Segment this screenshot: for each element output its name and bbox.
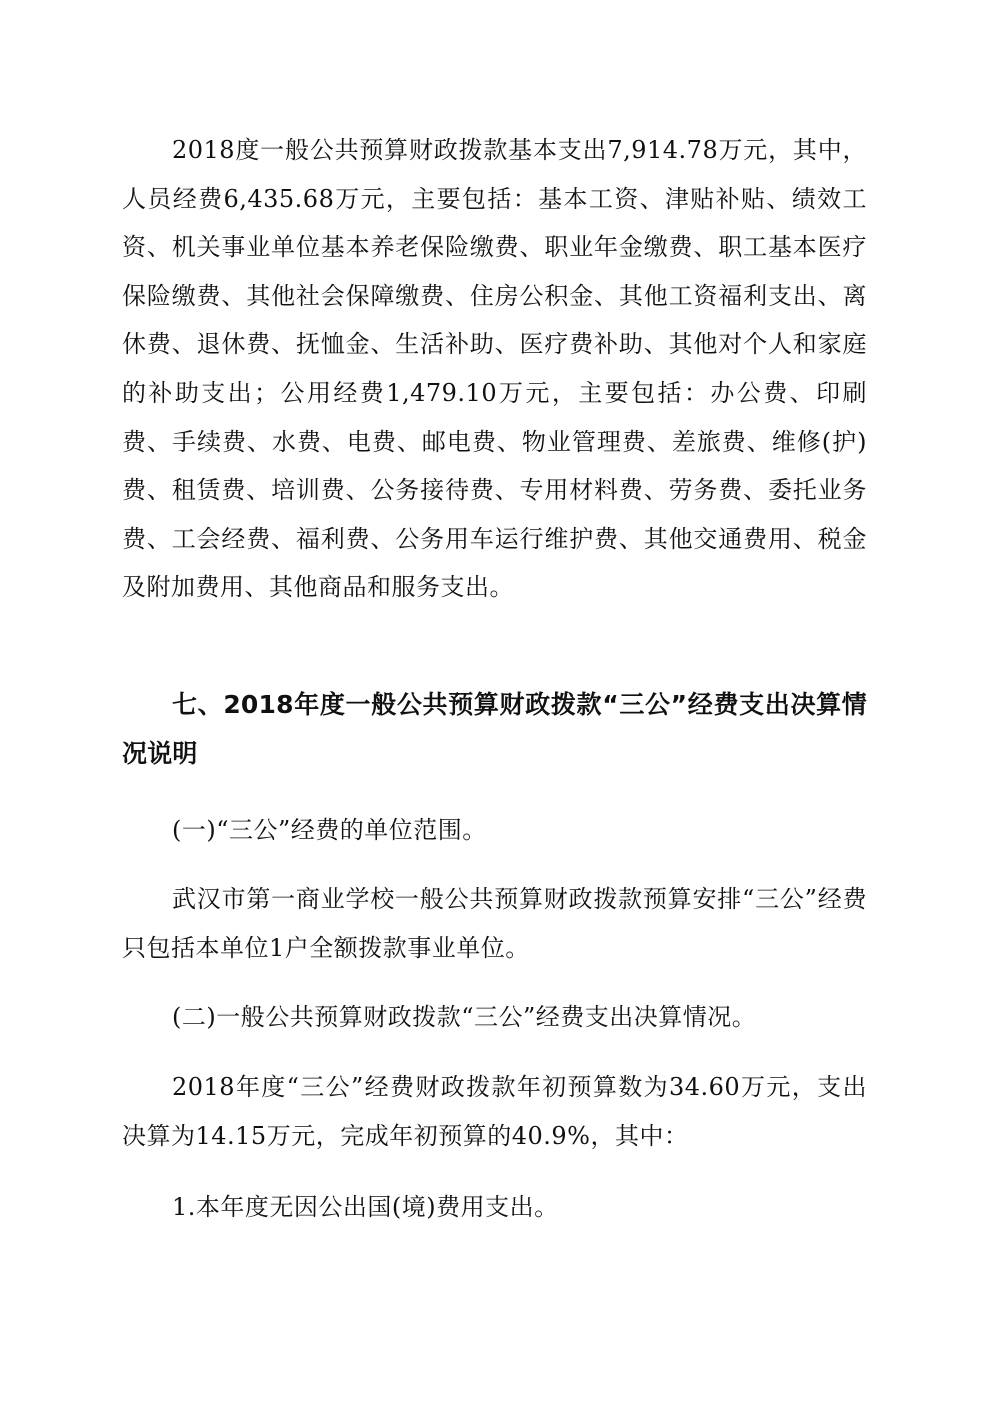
subsection-one-heading: (一)“三公”经费的单位范围。	[172, 816, 487, 844]
subsection-two-heading: (二)一般公共预算财政拨款“三公”经费支出决算情况。	[172, 1003, 757, 1031]
section-seven-heading: 七、2018年度一般公共预算财政拨款“三公”经费支出决算情况说明	[122, 690, 867, 768]
budget-summary-paragraph: 2018年度“三公”经费财政拨款年初预算数为34.60万元，支出决算为14.15万元，完成年初预算的40.9%，其中：	[122, 1073, 867, 1150]
basic-expenditure-paragraph: 2018度一般公共预算财政拨款基本支出7,914.78万元，其中，人员经费6,435.68万元，主要包括：基本工资、津贴补贴、绩效工资、机关事业单位基本养老保险缴费、职业年金缴费、职工基本医疗保险缴费、其他社会保障缴费、住房公积金、其他工资福利支出、离休费、退休费、抚恤金、生活补助、医疗费补助、其他对个人和家庭的补助支出；公用经费1,479.10万元，主要包括：办公费、印刷费、手续费、水费、电费、邮电费、物业管理费、差旅费、维修(护)费、租赁费、培训费、公务接待费、专用材料费、劳务费、委托业务费、工会经费、福利费、公务用车运行维护费、其他交通费用、税金及附加费用、其他商品和服务支出。	[122, 136, 867, 602]
item-one-paragraph: 1.本年度无因公出国(境)费用支出。	[172, 1193, 559, 1221]
unit-scope-paragraph: 武汉市第一商业学校一般公共预算财政拨款预算安排“三公”经费只包括本单位1户全额拨款事业单位。	[122, 885, 867, 962]
